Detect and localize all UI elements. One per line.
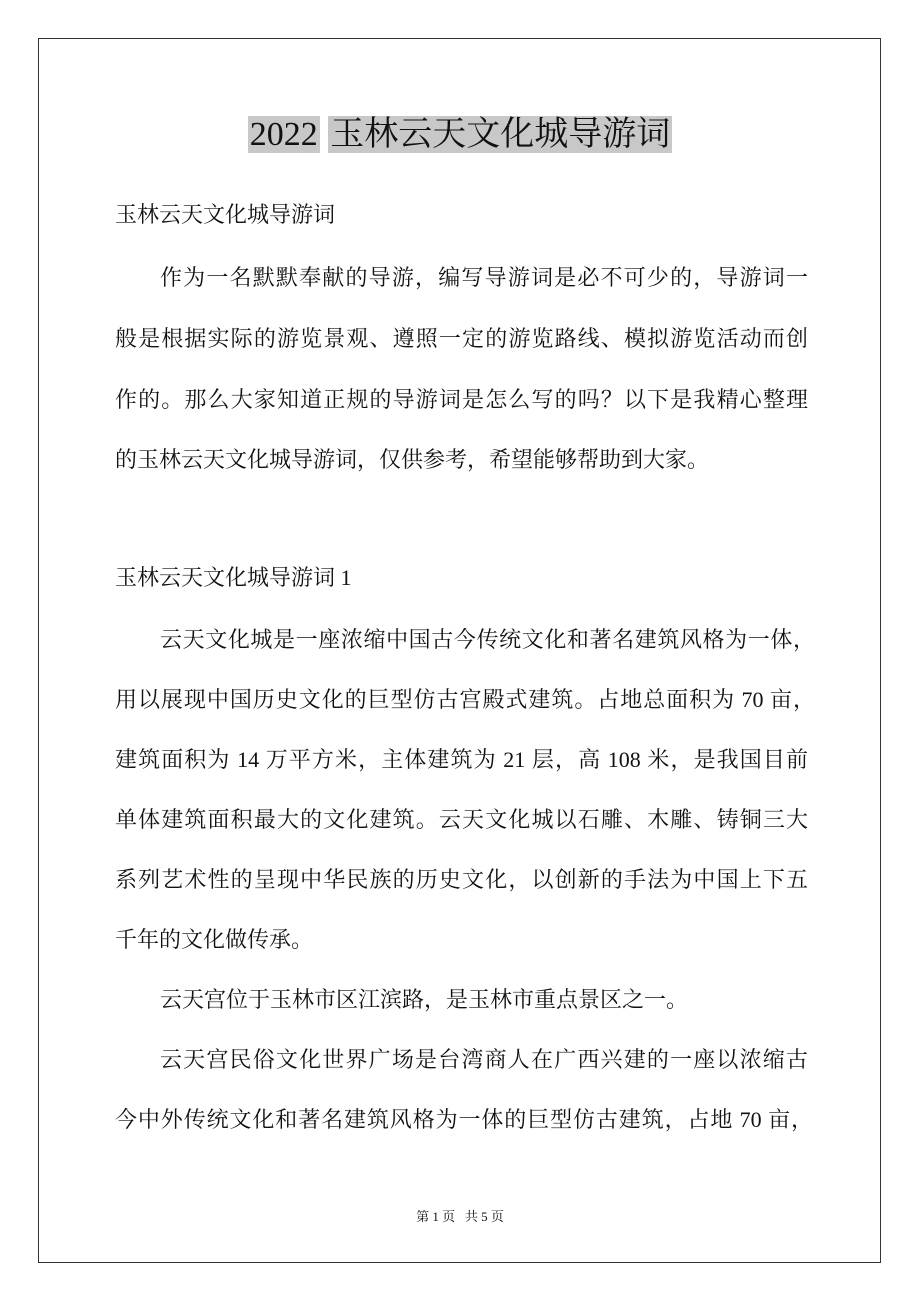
page-number: 第 1 页 — [416, 1209, 456, 1224]
paragraph-line: 单体建筑面积最大的文化建筑。云天文化城以石雕、木雕、铸铜三大 — [115, 807, 808, 832]
paragraph-line: 用以展现中国历史文化的巨型仿古宫殿式建筑。占地总面积为 70 亩， — [115, 687, 815, 712]
title-text: 玉林云天文化城导游词 — [330, 116, 671, 153]
title-year: 2022 — [249, 116, 318, 153]
subtitle: 玉林云天文化城导游词 — [115, 202, 336, 227]
paragraph-line: 云天宫民俗文化世界广场是台湾商人在广西兴建的一座以浓缩古 — [160, 1047, 808, 1072]
paragraph-line: 建筑面积为 14 万平方米，主体建筑为 21 层，高 108 米，是我国目前 — [115, 747, 808, 772]
page-total: 共 5 页 — [464, 1209, 504, 1224]
page-footer — [0, 1206, 920, 1225]
paragraph-line: 云天宫位于玉林市区江滨路，是玉林市重点景区之一。 — [160, 987, 689, 1012]
paragraph-line: 千年的文化做传承。 — [115, 927, 314, 952]
paragraph-line: 云天文化城是一座浓缩中国古今传统文化和著名建筑风格为一体， — [160, 627, 815, 652]
paragraph-line: 今中外传统文化和著名建筑风格为一体的巨型仿古建筑，占地 70 亩， — [115, 1107, 813, 1132]
paragraph-line: 系列艺术性的呈现中华民族的历史文化，以创新的手法为中国上下五 — [115, 867, 808, 892]
document-title — [0, 114, 920, 156]
intro-line: 般是根据实际的游览景观、遵照一定的游览路线、模拟游览活动而创 — [115, 326, 808, 351]
section-heading: 玉林云天文化城导游词 1 — [115, 565, 352, 590]
intro-line: 作为一名默默奉献的导游，编写导游词是必不可少的，导游词一 — [160, 265, 808, 290]
intro-line: 的玉林云天文化城导游词，仅供参考，希望能够帮助到大家。 — [115, 447, 710, 472]
intro-line: 作的。那么大家知道正规的导游词是怎么写的吗？以下是我精心整理 — [115, 387, 808, 412]
